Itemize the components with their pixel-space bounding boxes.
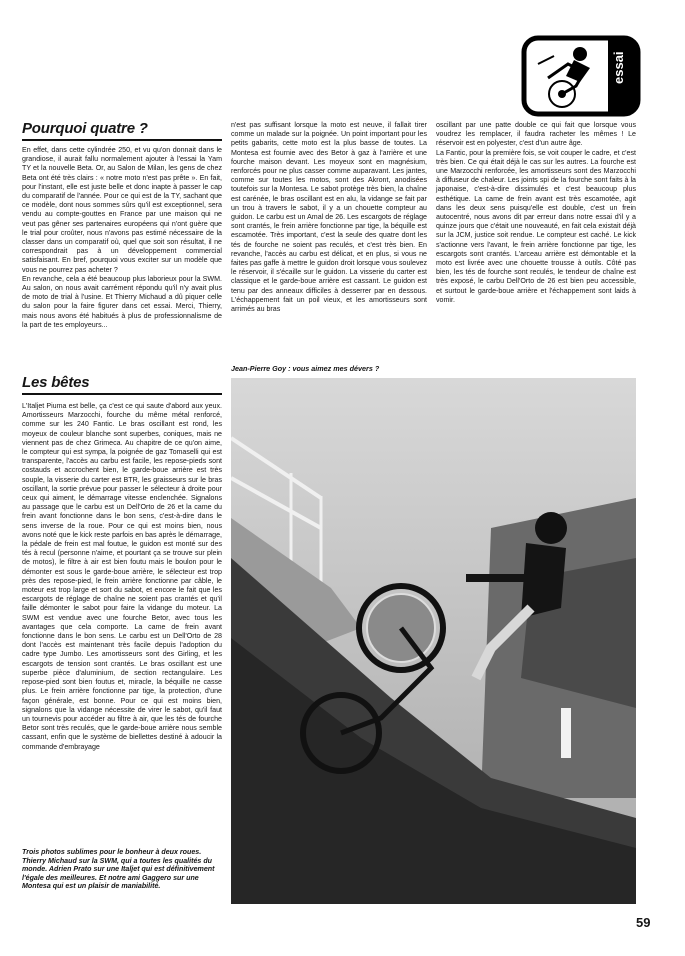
section-title-pourquoi: Pourquoi quatre ? (22, 120, 148, 137)
column-2 (231, 121, 427, 314)
paragraph: oscillant par une patte double ce qui fait que lorsque vous voudrez les remplacer, il faudra racheter les mêmes ! Le réservoir est en polyester, c'est d'un autre âge. (436, 121, 636, 148)
photo-credit: Jean-Pierre Goy : vous aimez mes dévers ? (231, 364, 380, 373)
paragraph: En effet, dans cette cylindrée 250, et vu qu'on donnait dans le grandiose, il aurait fallu normalement ajouter à l'essai la Yam TY et la nouvelle Beta. Or, au Salon de Milan, les gens de chez Beta ont été très clairs : « notre moto n'est pas prête ». En fait, pour l'instant, elle est juste belle et donc inapte à passer le cap du comparatif de l'année. Pour ce qui est de la TY, sachant que ce modèle, dont nous sommes sûrs qu'il est exceptionnel, sera vendu au compte-gouttes en France par une maison qui ne veut pas gêner ses partenaires européens qui n'ont guère que le trial pour croûter, nous n'avons pas estimé nécessaire de la classer dans un comparatif où, quel que soit son résultat, il ne correspondrait pas à un développement commercial satisfaisant. En bref, pourquoi vous exciter sur un modèle que vous ne pourrez pas acheter ? (22, 146, 222, 274)
essai-logo (518, 34, 644, 118)
paragraph: L'Italjet Piuma est belle, ça c'est ce qui saute d'abord aux yeux. Amortisseurs Marzocchi, fourche du même métal renforcé, comme sur les 240 Fantic. Le bras oscillant est rond, les moyeux de couleur blanche sont superbes, coniques, mais ne viennent pas de chez Grimeca. Au chapitre de ce qu'on aime, le compteur qui est sympa, la poignée de gaz Tomaselli qui est transparente, l'accès au carbu est facile, les repose-pieds sont costauds et accrochent bien, le garde-boue arrière est très souple, la visserie du carter est BTR, les graisseurs sur le bras oscillant, la sortie prévue pour passer le sélecteur à droite pour ceux qui aiment, le démarrage vitesse enclenchée. Signalons au passage que le carbu est un Dell'Orto de 26 et la came du frein avant fonctionne dans le bon sens, c'est-à-dire dans le sens inverse de la roue. Pour ce qui est moins bien, nous avons noté que le kick reste parfois en bas après le démarrage, la pédale de frein est mal foutue, le guidon est monté sur des tés à recul (personne n'aime, et pourtant ça se trouve sur plein de motos), le filtre à air est bien foutu mais le boulon pour le démonter est sous le garde-boue arrière, le sélecteur est trop près des repose-pied, le frein arrière fonctionne par câble, le moteur est trop large et sort du sabot, et encore le fait que les escargots de réglage de chaîne ne soient pas crantés et qu'il faille démonter le sabot pour faire la vidange du moteur. La SWM est vendue avec une fourche Betor, avec tous les avantages que cela comporte. La came de frein avant fonctionne dans le bon sens. Le carbu est un Dell'Orto de 28 dont l'accès est maintenant très facile depuis l'adoption du cadre type Jumbo. Les amortisseurs sont des Girling, et les escargots de tension sont crantés. Le bras oscillant est une superbe pièce d'aluminium, de section rectangulaire. Les repose-pied sont bien foutus et, miracle, la béquille ne casse plus. Le frein arrière fonctionne par tige, la protection, d'une façon générale, est bonne. Pour ce qui est moins bien, signalons que la vidange nécessite de virer le sabot, qu'il faut un tournevis pour accéder au filtre à air, que les tés de fourche Betor sont très reculés, que le garde-boue arrière nous semble cassant, enfin que le système de biellettes destiné à adoucir la commande d'embrayage (22, 402, 222, 751)
title-underline (22, 139, 222, 141)
column-1-bottom (22, 402, 222, 752)
paragraph: La Fantic, pour la première fois, se voit couper le cadre, et c'est très bien. Ce qui était déjà le cas sur les autres. La fourche est une Marzocchi renforcée, les amortisseurs sont des Marzocchi à diffuseur de chaleur. Les joints spi de la fourche sont faits à la japonaise, c'est-à-dire dissimulés et c'est beaucoup plus esthétique. La came de frein avant est très escamotée, agit dans les deux sens puisqu'elle est double, c'est un frein autocentré, nous avons dit par erreur dans notre essai d'il y a quinze jours que c'était une nouveauté, en fait cela existait déjà sur la JCM, justice soit rendue. Le compteur est caché. Le kick s'actionne vers l'avant, le frein arrière fonctionne par tige, les escargots sont crantés. L'arceau arrière est démontable et la moto est livrée avec une chouette trousse à outils. Côté pas bien, les tés de fourche sont reculés, le tendeur de chaîne est très exposé, le carbu Dell'Orto de 26 est bien peu accessible, et surtout le garde-boue arrière et l'échappement sont laids à vomir. (436, 148, 636, 304)
section-title-betes: Les bêtes (22, 374, 90, 391)
page-number: 59 (636, 915, 651, 930)
logo-text: essai (611, 51, 626, 84)
logo-graphic (518, 34, 644, 118)
paragraph: En revanche, cela a été beaucoup plus laborieux pour la SWM. Au salon, on nous avait carrément répondu qu'il n'y avait plus de moto de trial à l'usine. Et Thierry Michaud a dû piquer celle du salon pour la faire figurer dans cet essai. Merci, Thierry, mais nous avons été habitués à plus de professionnalisme de la part de tes employeurs... (22, 274, 222, 329)
column-3 (436, 121, 636, 305)
paragraph: n'est pas suffisant lorsque la moto est neuve, il fallait tirer comme un malade sur la poignée. Un point important pour les petits gabarits, cette moto est la plus basse de toutes. La Montesa est fournie avec des Betor à gaz à l'arrière et une fourche maison devant. Les moyeux sont en magnésium, renforcés pour ne plus casser comme auparavant. Les jantes, comme sur toutes les motos, sont des Akront, anodisées toutefois sur la Montesa. Le sabot protège très bien, la chaîne est carénée, le bras oscillant est en alu, la vidange se fait par un trou à travers le sabot, il y a un chouette compteur au guidon. Le carbu est un Amal de 26. Les escargots de réglage sont crantés, le frein arrière fonctionne par tige, la béquille est escamotée. Très important, c'est la seule des quatre dont les tés de fourche ne soient pas reculés, et c'est très bien. En revanche, l'accès au carbu est délicat, et en plus, si vous ne faites pas gaffe à mettre le guidon droit lorsque vous soulevez le réservoir, il s'écaille sur le guidon. La visserie du carter est classique et le garde-boue arrière est cassant. Le guidon est tenu par des anneaux difficiles à desserrer par en dessous. L'échappement fait un poil vieux, et les amortisseurs sont arrimés au bras (231, 121, 427, 314)
trial-photo (231, 378, 636, 904)
title-underline (22, 393, 222, 395)
photo-illustration (231, 378, 636, 904)
column-1-top (22, 146, 222, 330)
photo-caption: Trois photos sublimes pour le bonheur à deux roues. Thierry Michaud sur la SWM, qui a toutes les qualités du monde. Adrien Prato sur une Italjet qui est définitivement l'égale des meilleures. Et notre ami Gaggero sur une Montesa qui est un plaisir de maniabilité. (22, 848, 215, 891)
